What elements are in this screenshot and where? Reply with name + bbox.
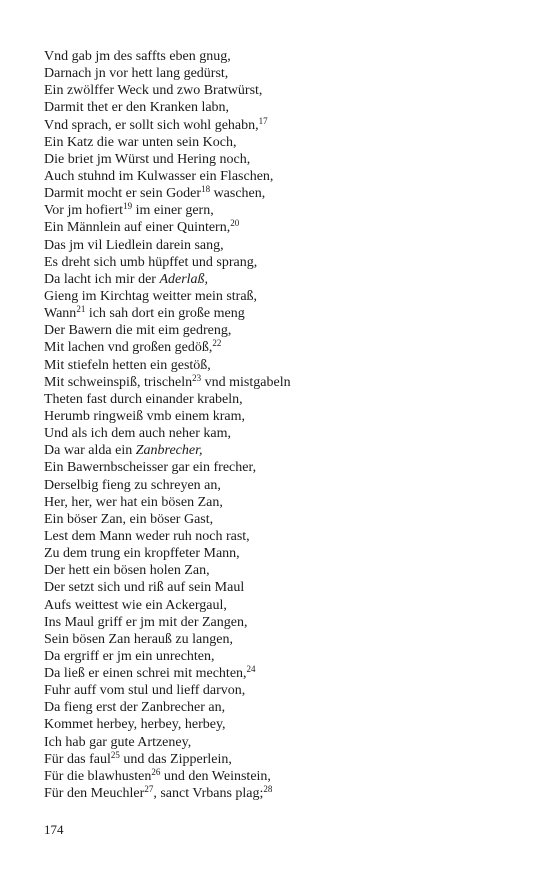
footnote-marker: 23	[192, 372, 202, 383]
line-text: im einer gern,	[132, 203, 214, 219]
poem-line	[44, 442, 524, 459]
line-text: Kommet herbey, herbey, herbey,	[44, 717, 226, 733]
line-text: Vnd gab jm des saffts eben gnug,	[44, 49, 231, 64]
poem-line	[44, 237, 524, 254]
line-text: und den Weinstein,	[160, 768, 271, 784]
poem-line	[44, 151, 524, 168]
poem-line	[44, 408, 524, 425]
footnote-marker: 28	[263, 784, 273, 795]
poem-line	[44, 665, 524, 682]
line-text: , sanct Vrbans plag;	[153, 786, 264, 802]
line-text: Ich hab gar gute Artzeney,	[44, 734, 192, 750]
line-text: Ein Männlein auf einer Quintern,	[44, 220, 231, 236]
poem-line	[44, 391, 524, 408]
poem-line	[44, 648, 524, 665]
line-text: Das jm vil Liedlein darein sang,	[44, 237, 224, 253]
poem-line	[44, 322, 524, 339]
footnote-marker: 18	[201, 184, 211, 195]
line-text: Theten fast durch einander krabeln,	[44, 391, 243, 407]
poem-line	[44, 716, 524, 733]
line-text: Mit lachen vnd großen gedöß,	[44, 340, 213, 356]
footnote-marker: 27	[144, 784, 154, 795]
footnote-marker: 22	[212, 338, 222, 349]
line-text: Zu dem trung ein kropffeter Mann,	[44, 546, 240, 562]
line-text: ich sah dort ein große meng	[85, 306, 245, 322]
poem-text	[44, 48, 524, 802]
line-text: Da ergriff er jm ein unrechten,	[44, 648, 215, 664]
line-text: Darmit thet er den Kranken labn,	[44, 100, 230, 116]
poem-line	[44, 511, 524, 528]
poem-line	[44, 562, 524, 579]
line-text: Ein böser Zan, ein böser Gast,	[44, 511, 214, 527]
line-text: Herumb ringweiß vmb einem kram,	[44, 408, 246, 424]
poem-line	[44, 117, 524, 134]
poem-line	[44, 254, 524, 271]
poem-line	[44, 477, 524, 494]
line-text: Ein zwölffer Weck und zwo Bratwürst,	[44, 83, 263, 99]
line-text: Da war alda ein	[44, 443, 136, 459]
footnote-marker: 21	[76, 304, 86, 315]
footnote-marker: 19	[123, 201, 133, 212]
footnote-marker: 25	[110, 749, 120, 760]
line-text: Ein Bawernbscheisser gar ein frecher,	[44, 460, 257, 476]
poem-line	[44, 545, 524, 562]
line-text: Für den Meuchler	[44, 786, 145, 802]
line-text: Ein Katz die war unten sein Koch,	[44, 134, 237, 150]
poem-line	[44, 271, 524, 288]
italic-text: Aderlaß,	[159, 271, 209, 287]
poem-line	[44, 357, 524, 374]
poem-line	[44, 65, 524, 82]
poem-line	[44, 185, 524, 202]
line-text: Die briet jm Würst und Hering noch,	[44, 151, 251, 167]
footnote-marker: 17	[258, 115, 268, 126]
line-text: Aufs weittest wie ein Ackergaul,	[44, 597, 227, 613]
line-text: und das Zipperlein,	[119, 751, 232, 767]
line-text: Sein bösen Zan herauß zu langen,	[44, 631, 233, 647]
poem-line	[44, 339, 524, 356]
footnote-marker: 24	[246, 664, 256, 675]
footnote-marker: 20	[230, 218, 240, 229]
line-text: Es dreht sich umb hüpffet und sprang,	[44, 254, 258, 270]
poem-line	[44, 768, 524, 785]
poem-line	[44, 374, 524, 391]
poem-line	[44, 288, 524, 305]
line-text: Vnd sprach, er sollt sich wohl gehabn,	[44, 117, 259, 133]
line-text: Der Bawern die mit eim gedreng,	[44, 323, 232, 339]
line-text: Darnach jn vor hett lang gedürst,	[44, 66, 229, 82]
line-text: Mit schweinspiß, trischeln	[44, 374, 193, 390]
line-text: Für die blawhusten	[44, 768, 152, 784]
line-text: Ins Maul griff er jm mit der Zangen,	[44, 614, 248, 630]
line-text: Wann	[44, 306, 77, 322]
italic-text: Zanbrecher,	[135, 443, 203, 459]
poem-line	[44, 528, 524, 545]
poem-line	[44, 99, 524, 116]
line-text: Der hett ein bösen holen Zan,	[44, 563, 210, 579]
poem-line	[44, 168, 524, 185]
line-text: Auch stuhnd im Kulwasser ein Flaschen,	[44, 168, 274, 184]
poem-line	[44, 614, 524, 631]
line-text: Mit stiefeln hetten ein gestöß,	[44, 357, 211, 373]
poem-line	[44, 459, 524, 476]
line-text: Fuhr auff vom stul und lieff darvon,	[44, 683, 246, 699]
line-text: Lest dem Mann weder ruh noch rast,	[44, 528, 250, 544]
poem-line	[44, 219, 524, 236]
line-text: Vor jm hofiert	[44, 203, 124, 219]
poem-line	[44, 631, 524, 648]
line-text: Und als ich dem auch neher kam,	[44, 426, 231, 442]
line-text: Darmit mocht er sein Goder	[44, 186, 202, 202]
poem-line	[44, 494, 524, 511]
line-text: vnd mistgabeln	[201, 374, 291, 390]
line-text: Da lacht ich mir der	[44, 271, 160, 287]
line-text: Derselbig fieng zu schreyen an,	[44, 477, 221, 493]
line-text: Für das faul	[44, 751, 111, 767]
poem-line	[44, 134, 524, 151]
line-text: Der setzt sich und riß auf sein Maul	[44, 580, 245, 596]
poem-line	[44, 82, 524, 99]
line-text: waschen,	[210, 186, 266, 202]
line-text: Da fieng erst der Zanbrecher an,	[44, 700, 226, 716]
line-text: Gieng im Kirchtag weitter mein straß,	[44, 288, 258, 304]
poem-line	[44, 751, 524, 768]
poem-line	[44, 202, 524, 219]
poem-line	[44, 305, 524, 322]
poem-line	[44, 48, 524, 65]
footnote-marker: 26	[151, 766, 161, 777]
page-number: 174	[44, 822, 64, 837]
poem-line	[44, 597, 524, 614]
poem-line	[44, 682, 524, 699]
poem-line	[44, 734, 524, 751]
poem-line	[44, 785, 524, 802]
poem-line	[44, 425, 524, 442]
poem-line	[44, 699, 524, 716]
poem-line	[44, 579, 524, 596]
line-text: Da ließ er einen schrei mit mechten,	[44, 666, 247, 682]
line-text: Her, her, wer hat ein bösen Zan,	[44, 494, 223, 510]
